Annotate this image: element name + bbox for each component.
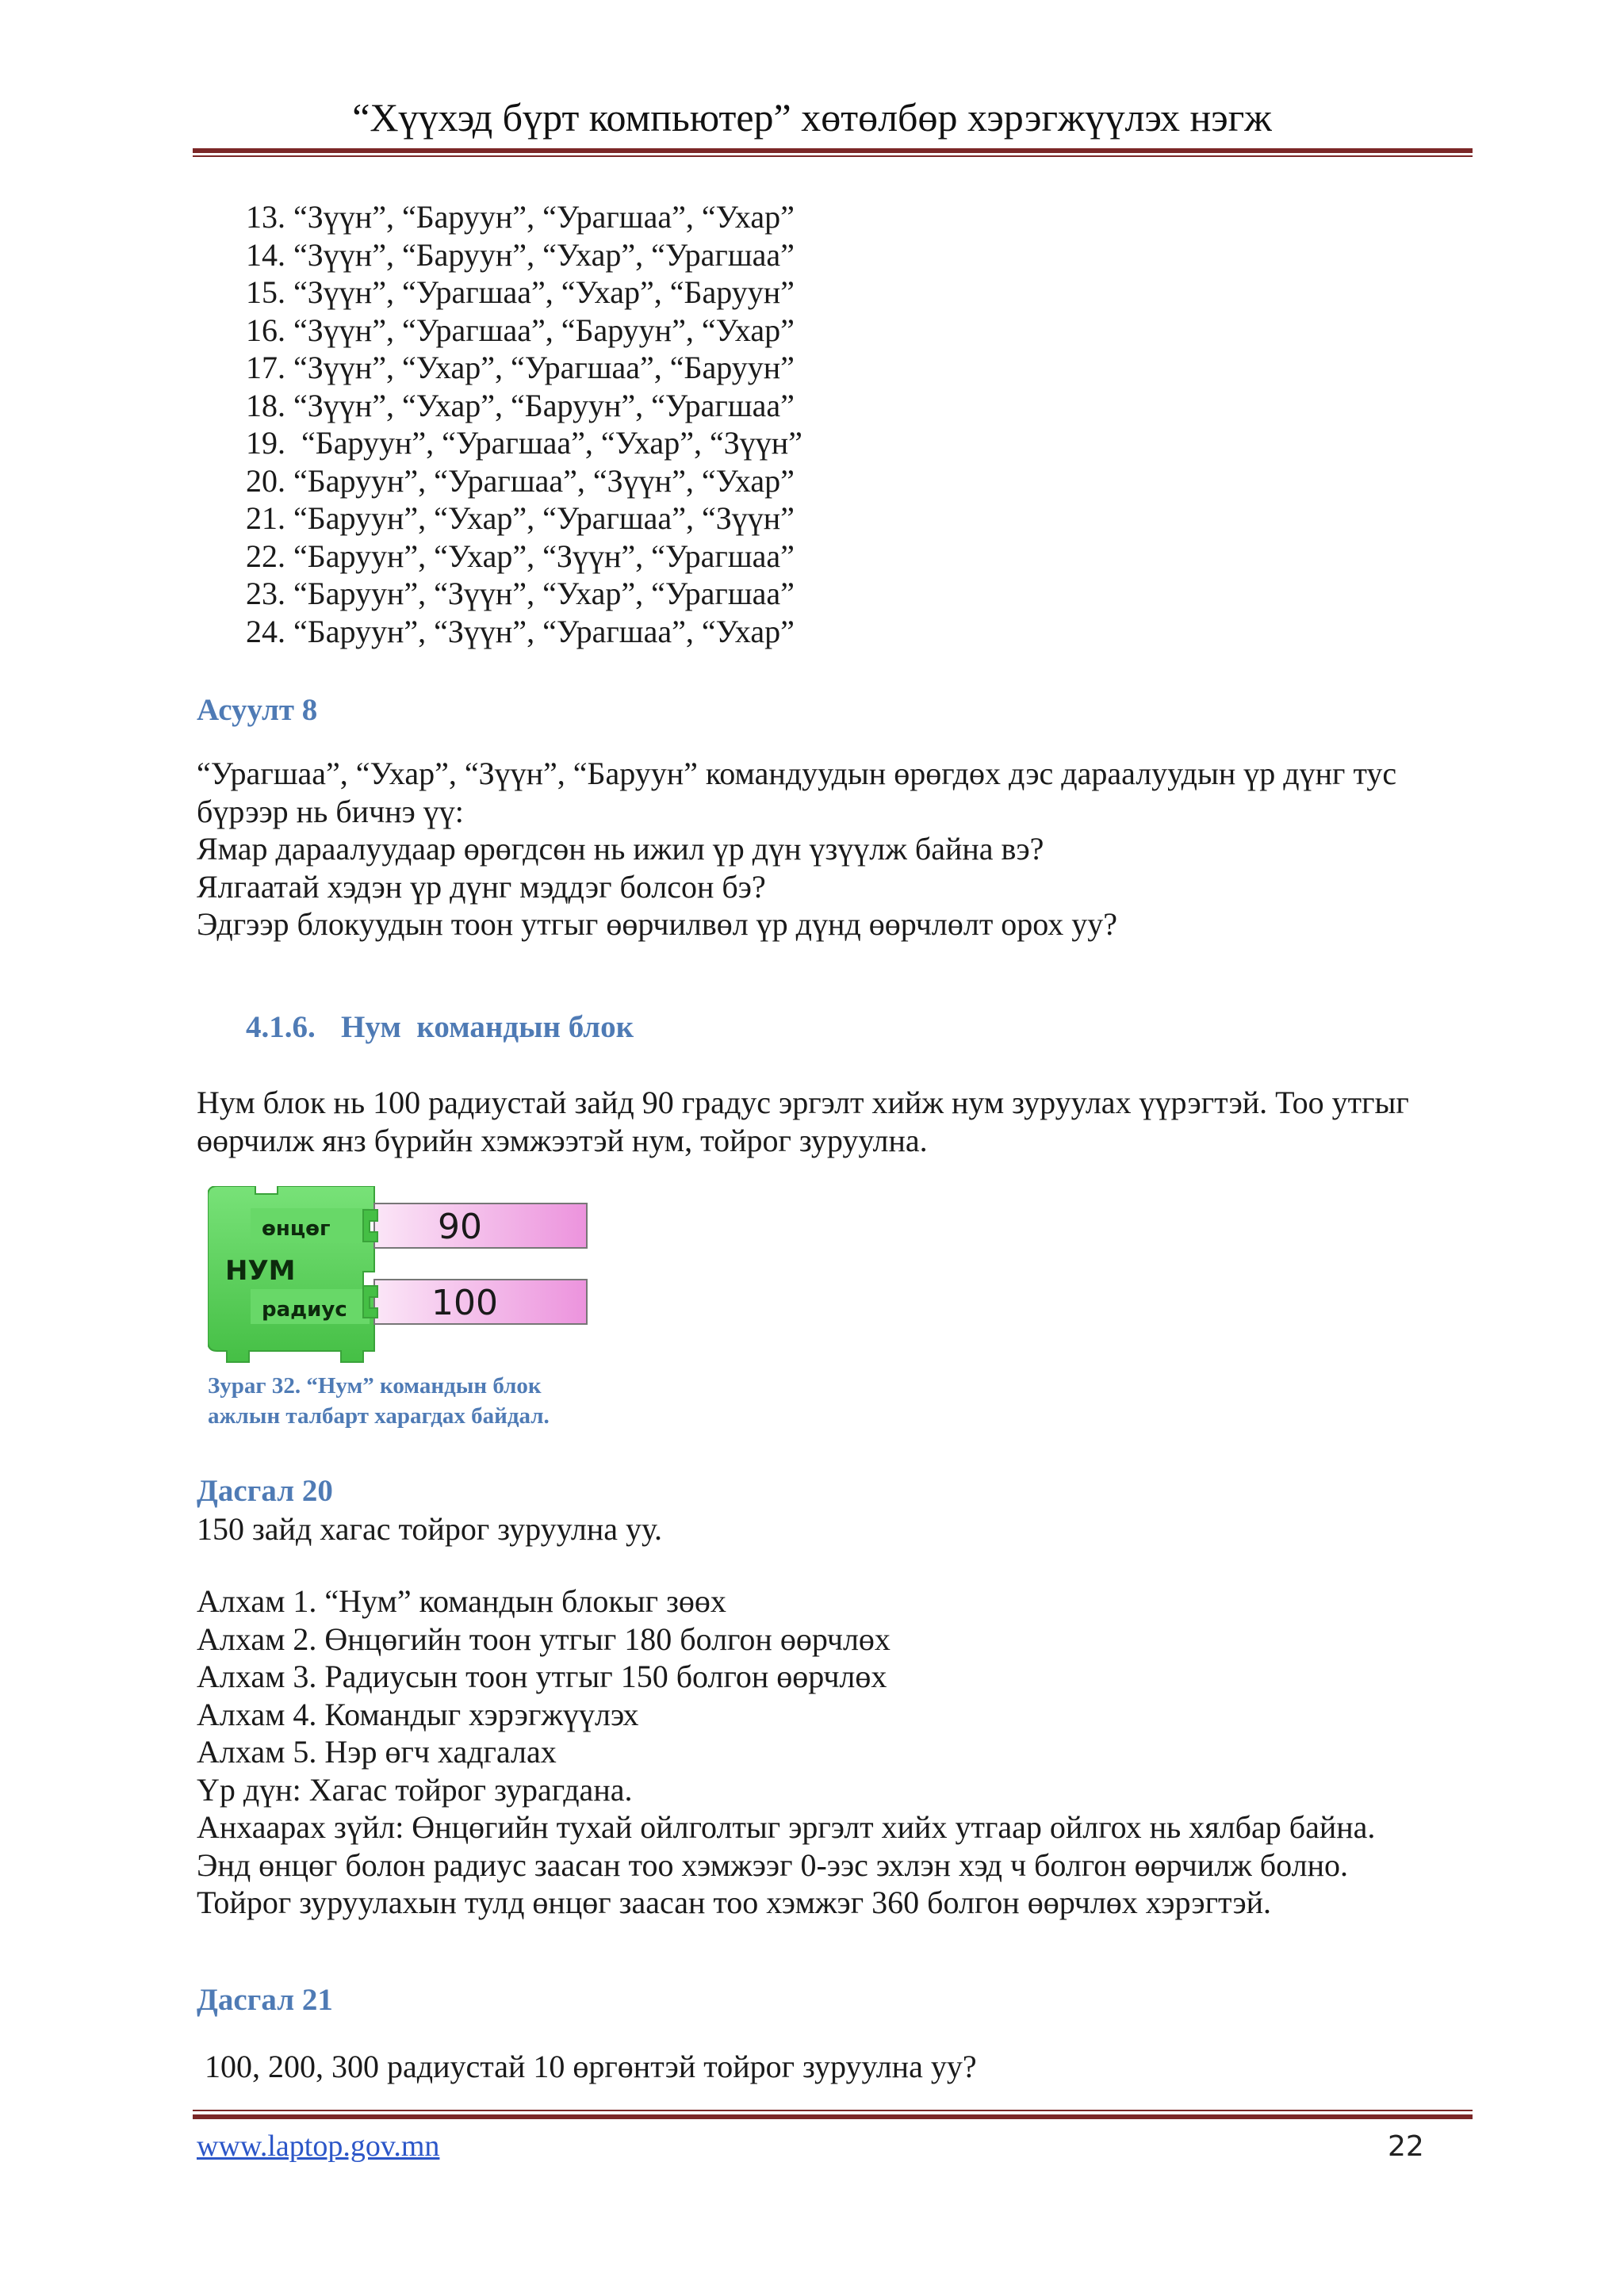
question-8-body xyxy=(197,755,1481,943)
step-line: Алхам 4. Командыг хэрэгжүүлэх xyxy=(197,1696,639,1732)
question-8-line: Эдгээр блокуудын тоон утгыг өөрчилвөл үр дүнд өөрчлөлт орох уу? xyxy=(197,906,1118,942)
figure-caption-line: ажлын талбарт харагдах байдал. xyxy=(208,1403,550,1429)
footer-divider-thin xyxy=(193,2110,1473,2111)
exercise-20-heading: Дасгал 20 xyxy=(197,1474,333,1508)
result-line: Үр дүн: Хагас тойрог зурагдана. xyxy=(197,1771,633,1808)
question-8-line: бүрээр нь бичнэ үү: xyxy=(197,793,464,829)
exercise-21-task: 100, 200, 300 радиустай 10 өргөнтэй тойрог зуруулна уу? xyxy=(197,2049,977,2084)
section-number: 4.1.6. xyxy=(246,1010,316,1044)
section-title: Нум командын блок xyxy=(341,1010,634,1044)
step-line: Алхам 1. “Нум” командын блокыг зөөх xyxy=(197,1583,726,1619)
exercise-20-steps xyxy=(197,1582,1481,1922)
list-item: 20. “Баруун”, “Урагшаа”, “Зүүн”, “Ухар” xyxy=(246,462,795,499)
num-block-illustration xyxy=(208,1186,588,1365)
footer-website-link[interactable]: www.laptop.gov.mn xyxy=(197,2130,440,2163)
list-item: 19. “Баруун”, “Урагшаа”, “Ухар”, “Зүүн” xyxy=(246,425,802,461)
list-item: 14. “Зүүн”, “Баруун”, “Ухар”, “Урагшаа” xyxy=(246,236,795,273)
block-name: НУМ xyxy=(225,1255,296,1287)
exercise-21-heading: Дасгал 21 xyxy=(197,1983,333,2017)
num-block-figure xyxy=(208,1186,588,1365)
step-line: Алхам 5. Нэр өгч хадгалах xyxy=(197,1734,557,1770)
section-intro xyxy=(197,1084,1481,1159)
step-line: Алхам 3. Радиусын тоон утгыг 150 болгон өөрчлөх xyxy=(197,1659,887,1694)
list-item: 16. “Зүүн”, “Урагшаа”, “Баруун”, “Ухар” xyxy=(246,312,795,348)
figure-caption-line: Зураг 32. “Нум” командын блок xyxy=(208,1373,542,1399)
header-divider xyxy=(193,148,1473,153)
list-item: 18. “Зүүн”, “Ухар”, “Баруун”, “Урагшаа” xyxy=(246,387,795,423)
param2-label: радиус xyxy=(262,1298,347,1322)
question-8-line: “Урагшаа”, “Ухар”, “Зүүн”, “Баруун” командуудын өрөгдөх дэс дараалуудын үр дүнг тус xyxy=(197,756,1397,791)
intro-line: Нум блок нь 100 радиустай зайд 90 градус эргэлт хийж нум зуруулах үүрэгтэй. Тоо утгыг xyxy=(197,1085,1409,1120)
section-heading xyxy=(246,1009,634,1046)
param1-label: өнцөг xyxy=(262,1217,331,1241)
question-8-line: Ямар дараалуудаар өрөгдсөн нь ижил үр дүн үзүүлж байна вэ? xyxy=(197,831,1044,867)
note-line: Тойрог зуруулахын тулд өнцөг заасан тоо хэмжэг 360 болгон өөрчлөх хэрэгтэй. xyxy=(197,1885,1272,1920)
question-8-line: Ялгаатай хэдэн үр дүнг мэддэг болсон бэ? xyxy=(197,868,766,905)
step-line: Алхам 2. Өнцөгийн тоон утгыг 180 болгон өөрчлөх xyxy=(197,1621,891,1657)
param2-value: 100 xyxy=(431,1283,498,1323)
page-header-title: “Хүүхэд бүрт компьютер” хөтөлбөр хэрэгжүүлэх нэгж xyxy=(352,95,1272,140)
note-line: Анхаарах зүйл: Өнцөгийн тухай ойлголтыг эргэлт хийх утгаар ойлгох нь хялбар байна. xyxy=(197,1809,1376,1845)
header-divider-thin xyxy=(193,155,1473,157)
list-item: 24. “Баруун”, “Зүүн”, “Урагшаа”, “Ухар” xyxy=(246,613,795,649)
note-line: Энд өнцөг болон радиус заасан тоо хэмжээг 0-ээс эхлэн хэд ч болгон өөрчилж болно. xyxy=(197,1846,1348,1883)
list-item: 17. “Зүүн”, “Ухар”, “Урагшаа”, “Баруун” xyxy=(246,350,795,385)
list-item: 21. “Баруун”, “Ухар”, “Урагшаа”, “Зүүн” xyxy=(246,500,795,536)
page-number: 22 xyxy=(1388,2130,1424,2163)
direction-order-list xyxy=(246,198,802,650)
question-8-heading: Асуулт 8 xyxy=(197,693,318,727)
list-item: 23. “Баруун”, “Зүүн”, “Ухар”, “Урагшаа” xyxy=(246,576,795,611)
intro-line: өөрчилж янз бүрийн хэмжээтэй нум, тойрог зуруулна. xyxy=(197,1122,928,1158)
footer-divider xyxy=(193,2114,1473,2119)
list-item: 15. “Зүүн”, “Урагшаа”, “Ухар”, “Баруун” xyxy=(246,274,795,310)
figure-caption xyxy=(208,1371,550,1431)
param1-value: 90 xyxy=(438,1207,482,1247)
list-item: 13. “Зүүн”, “Баруун”, “Урагшаа”, “Ухар” xyxy=(246,199,795,235)
exercise-20-task: 150 зайд хагас тойрог зуруулна уу. xyxy=(197,1511,663,1547)
list-item: 22. “Баруун”, “Ухар”, “Зүүн”, “Урагшаа” xyxy=(246,538,795,574)
